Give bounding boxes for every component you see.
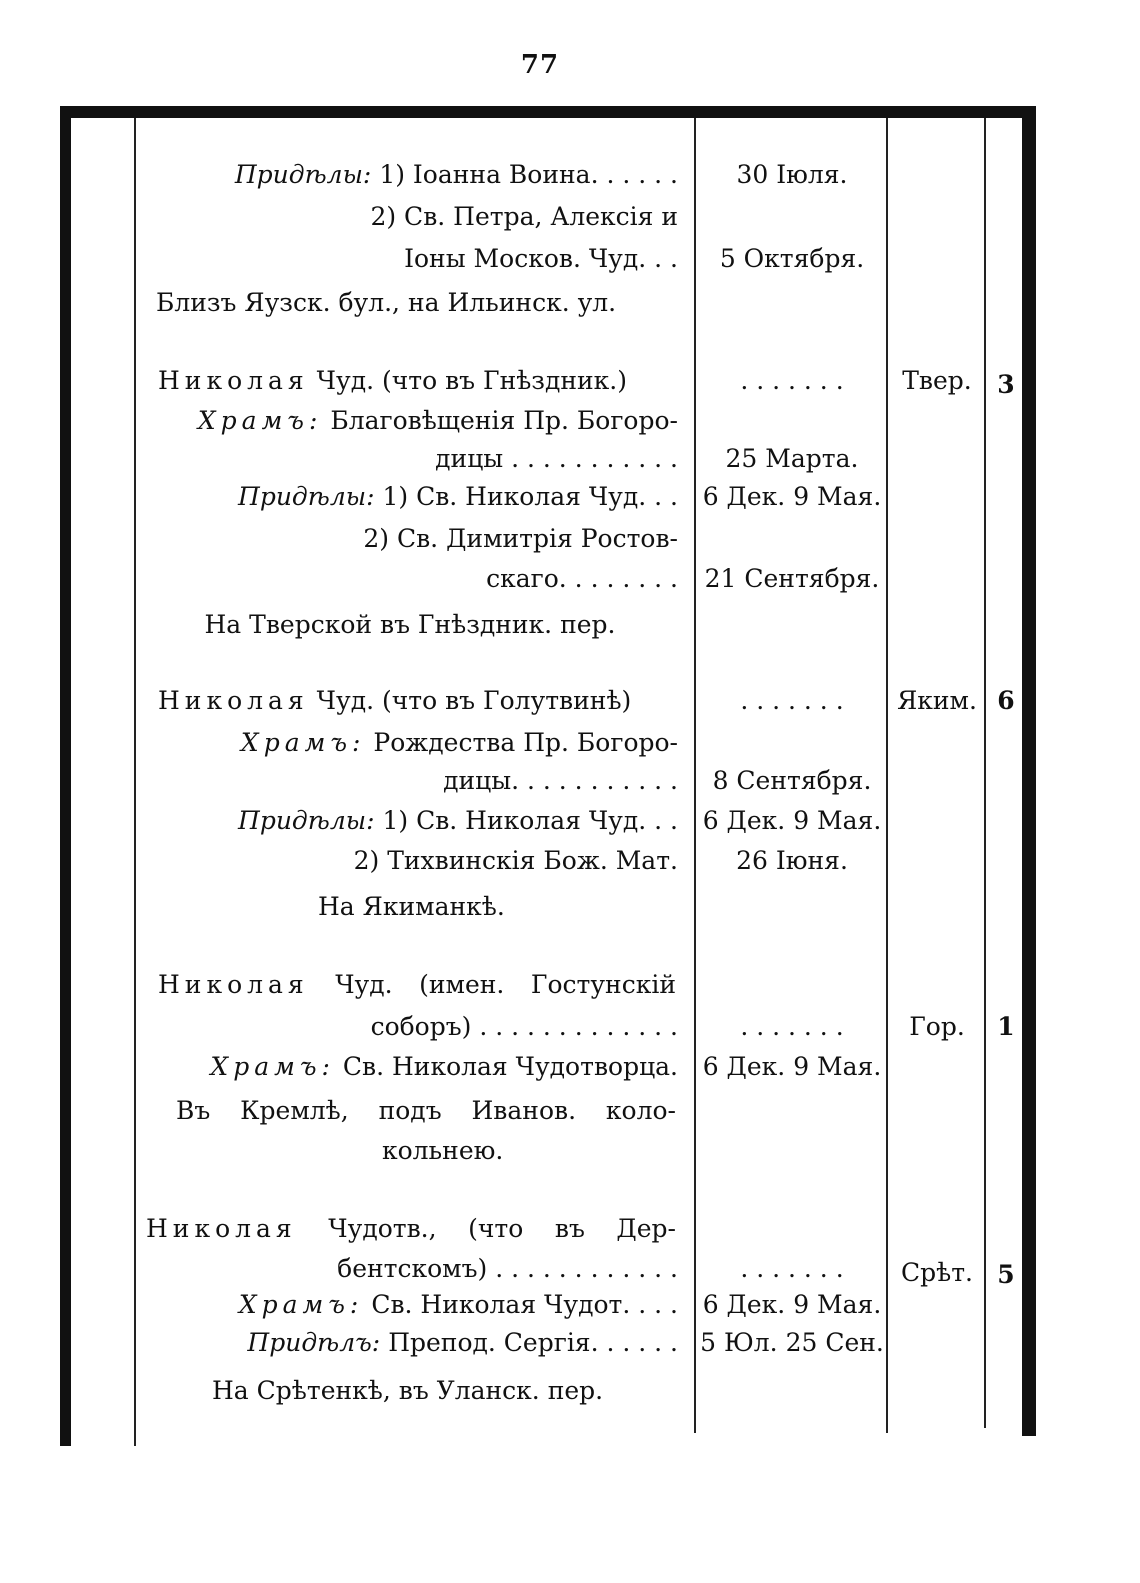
district-number: 3 [997,370,1015,399]
table-border-left [60,106,71,1446]
chapel-text: 1) Св. Николая Чуд. . . [382,482,678,511]
church-title [146,1214,676,1244]
temple-line [150,728,678,758]
title-dots: . . . . . . . [740,1254,844,1283]
church-address: Въ Кремлѣ, подъ Иванов. коло- [176,1096,676,1125]
temple-line [150,1052,678,1082]
chapel-line: 2) Св. Димитрія Ростов- [363,524,678,553]
church-title-rest: Чуд. (что въ Голутвинѣ) [316,686,632,715]
district: Срѣт. [901,1258,973,1287]
district: Твер. [902,366,972,395]
church-address: На Тверской въ Гнѣздник. пер. [204,610,616,639]
chapel-text: 1) Св. Николая Чуд. . . [382,806,678,835]
page-number: 77 [520,50,560,80]
church-title [158,970,676,1000]
church-name: Николая [158,970,309,999]
church-title [158,366,686,396]
temple-text: Св. Николая Чудот. . . . [371,1290,678,1319]
chapel-line: скаго. . . . . . . . [486,564,678,593]
church-title-line-2: соборъ) . . . . . . . . . . . . . [370,1012,678,1041]
temple-text: Св. Николая Чудотворца. [342,1052,678,1081]
feast-date: 5 Октября. [719,244,865,273]
feast-date: 25 Марта. [725,444,859,473]
chapel-line [150,160,678,190]
church-address: На Срѣтенкѣ, въ Уланск. пер. [212,1376,604,1405]
church-title-rest: Чуд. (что въ Гнѣздник.) [316,366,627,395]
chapel-text: 1) Іоанна Воина. . . . . . [379,160,678,189]
district-number: 6 [997,686,1015,715]
chapel-line [150,806,678,836]
church-address: Близъ Яузск. бул., на Ильинск. ул. [156,288,617,317]
temple-line [150,406,678,436]
district-number: 1 [997,1012,1015,1041]
feast-date: 6 Дек. 9 Мая. [702,482,882,511]
column-rule-4 [984,118,986,1428]
temple-text: Рождества Пр. Богоро- [373,728,678,757]
feast-date: 6 Дек. 9 Мая. [702,1052,882,1081]
title-dots: . . . . . . . [740,686,844,715]
chapel-line [150,482,678,512]
church-name: Николая [146,1214,297,1243]
district: Гор. [909,1012,965,1041]
feast-date: 6 Дек. 9 Мая. [702,806,882,835]
feast-date: 21 Сентября. [704,564,880,593]
feast-date: 5 Юл. 25 Сен. [700,1328,884,1357]
church-name: Николая [158,686,309,715]
column-rule-1 [134,118,136,1446]
temple-line: дицы . . . . . . . . . . . [435,444,678,473]
table-border-right [1022,106,1036,1436]
temple-label: Храмъ: [240,728,366,757]
church-title-line-2: бентскомъ) . . . . . . . . . . . . [337,1254,678,1283]
chapel-line [150,1328,678,1358]
district: Яким. [897,686,977,715]
church-name: Николая [158,366,309,395]
church-address-line-2: кольнею. [382,1136,504,1165]
title-dots: . . . . . . . [740,366,844,395]
district-number: 5 [997,1260,1015,1289]
temple-line [150,1290,678,1320]
church-title [158,686,686,716]
title-dots: . . . . . . . [740,1012,844,1041]
temple-label: Храмъ: [210,1052,335,1081]
feast-date: 8 Сентября. [712,766,872,795]
church-title-rest: Чуд. (имен. Гостунскій [335,970,676,999]
temple-label: Храмъ: [238,1290,364,1319]
temple-text: Благовѣщенія Пр. Богоро- [330,406,678,435]
chapel-line: 2) Тихвинскія Бож. Мат. [353,846,678,875]
feast-date: 6 Дек. 9 Мая. [702,1290,882,1319]
chapel-label: Придѣлъ: [247,1328,381,1357]
temple-label: Храмъ: [197,406,323,435]
feast-date: 30 Іюля. [736,160,848,189]
chapel-text: Препод. Сергія. . . . . . [388,1328,678,1357]
table-border-top [60,106,1036,118]
feast-date: 26 Іюня. [736,846,848,875]
church-title-rest: Чудотв., (что въ Дер- [328,1214,676,1243]
temple-line: дицы. . . . . . . . . . . [443,766,678,795]
chapels-label: Придѣлы: [238,806,375,835]
chapels-label: Придѣлы: [238,482,375,511]
chapel-line: Іоны Москов. Чуд. . . [404,244,678,273]
chapels-label: Придѣлы: [234,160,372,189]
church-address: На Якиманкѣ. [318,892,505,921]
chapel-line: 2) Св. Петра, Алексія и [370,202,678,231]
